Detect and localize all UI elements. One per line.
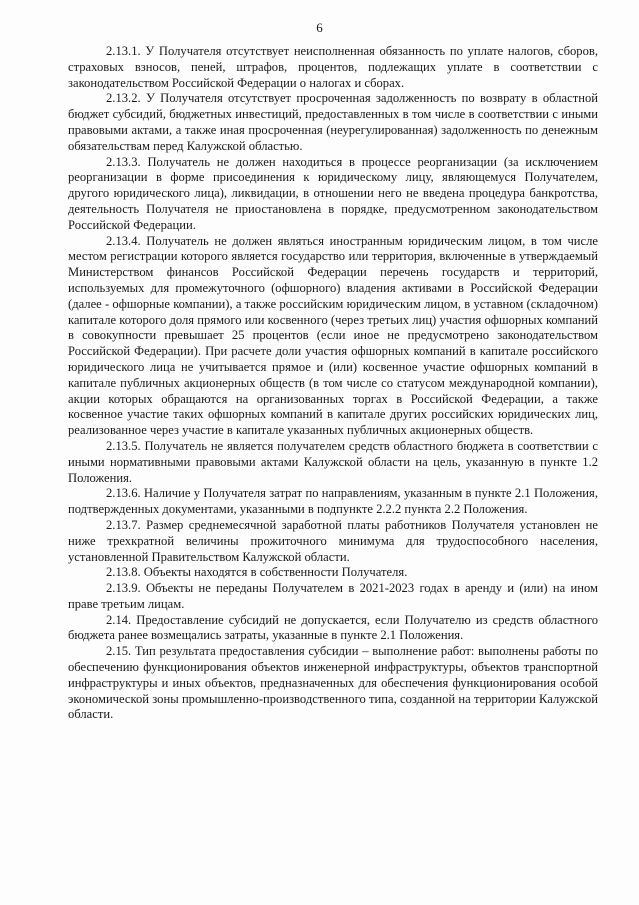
paragraph-2-13-7: 2.13.7. Размер среднемесячной заработной платы работников Получателя установлен не ниже трехкратной величины прожиточного минимума для трудоспособного населения, установленной Правительством Калужской области. [68, 517, 598, 564]
paragraph-2-13-9: 2.13.9. Объекты не переданы Получателем в 2021-2023 годах в аренду и (или) на ином праве третьим лицам. [68, 581, 598, 611]
page-number: 6 [316, 20, 323, 35]
document-body [68, 44, 598, 723]
paragraph-2-13-8: 2.13.8. Объекты находятся в собственности Получателя. [106, 565, 408, 580]
paragraph-2-13-1: 2.13.1. У Получателя отсутствует неисполненная обязанность по уплате налогов, сборов, страховых взносов, пеней, штрафов, процентов, подлежащих уплате в соответствии с законодательством Российской Федерации о налогах и сборах. [68, 44, 598, 90]
paragraph-2-13-4: 2.13.4. Получатель не должен являться иностранным юридическим лицом, в том числе местом регистрации которого является государство или территория, включенные в утверждаемый Министерством финансов Российской Федерации перечень государств и территорий, используемых для промежуточного (офшорного) владения активами в Российской Федерации (далее - офшорные компании), а также российским юридическим лицом, в уставном (складочном) капитале которого доля прямого или косвенного (через третьих лиц) участия офшорных компаний в совокупности превышает 25 процентов (если иное не предусмотрено законодательством Российской Федерации). При расчете доли участия офшорных компаний в капитале российского юридического лица не учитывается прямое и (или) косвенное участие офшорных компаний в капитале публичных акционерных обществ (в том числе со статусом международной компании), акции которых обращаются на организованных торгах в Российской Федерации, а также косвенное участие таких офшорных компаний в капитале других российских юридических лиц, реализованное через участие в капитале указанных публичных акционерных обществ. [68, 233, 598, 438]
paragraph-2-13-2: 2.13.2. У Получателя отсутствует просроченная задолженность по возврату в областной бюджет субсидий, бюджетных инвестиций, предоставленных в том числе в соответствии с иными правовыми актами, а также иная просроченная (неурегулированная) задолженность по денежным обязательствам перед Калужской областью. [68, 91, 598, 153]
paragraph-2-15: 2.15. Тип результата предоставления субсидии – выполнение работ: выполнены работы по обеспечению функционирования объектов инженерной инфраструктуры, объектов транспортной инфраструктуры и иных объектов, предназначенных для обеспечения функционирования особой экономической зоны промышленно-производственного типа, созданной на территории Калужской области. [68, 644, 598, 722]
paragraph-2-14: 2.14. Предоставление субсидий не допускается, если Получателю из средств областного бюджета ранее возмещались затраты, указанные в пункте 2.1 Положения. [68, 612, 598, 643]
paragraph-2-13-6: 2.13.6. Наличие у Получателя затрат по направлениям, указанным в пункте 2.1 Положения, подтвержденных документами, указанными в подпункте 2.2.2 пункта 2.2 Положения. [68, 486, 598, 517]
paragraph-2-13-5: 2.13.5. Получатель не является получателем средств областного бюджета в соответствии с иными нормативными правовыми актами Калужской области на цель, указанную в пункте 1.2 Положения. [68, 438, 598, 485]
paragraph-2-13-3: 2.13.3. Получатель не должен находиться в процессе реорганизации (за исключением реорганизации в форме присоединения к юридическому лицу, являющемуся Получателем, другого юридического лица), ликвидации, в отношении него не введена процедура банкротства, деятельность Получателя не приостановлена в порядке, предусмотренном законодательством Российской Федерации. [68, 154, 598, 232]
